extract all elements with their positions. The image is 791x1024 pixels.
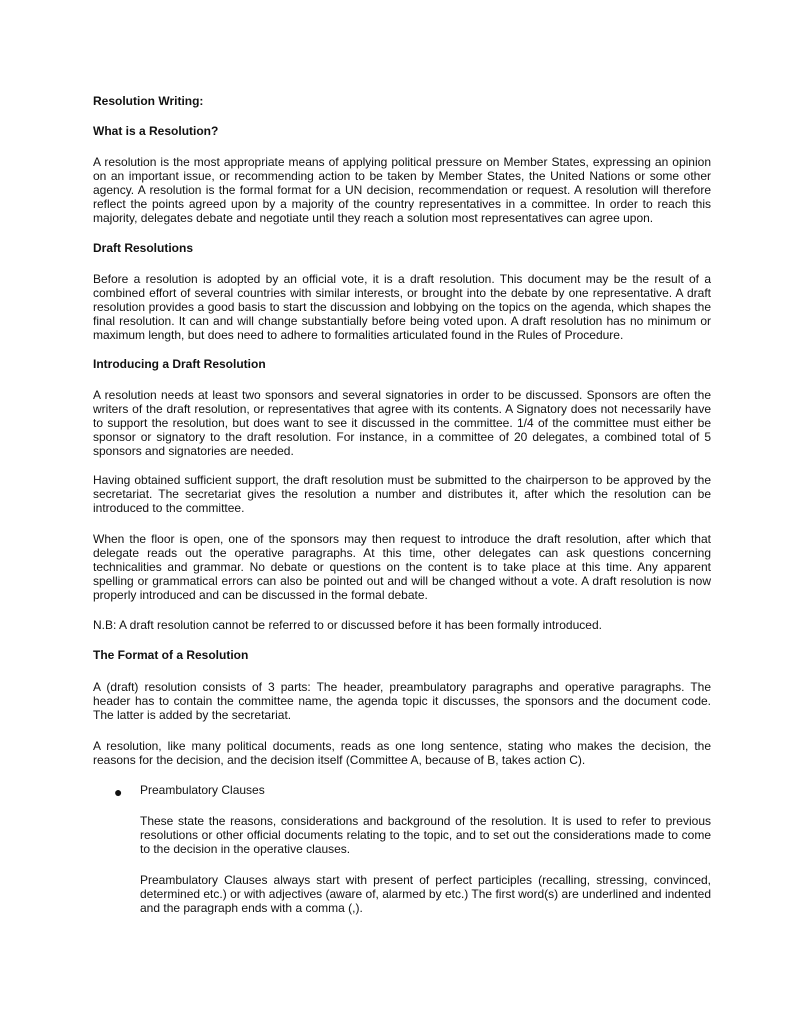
bullet-label: Preambulatory Clauses xyxy=(140,783,265,797)
paragraph: A resolution, like many political documents, reads as one long sentence, stating who makes the decision, the reasons for the decision, and the decision itself (Committee A, because of B, takes action C). xyxy=(93,739,711,767)
paragraph: A (draft) resolution consists of 3 parts: The header, preambulatory paragraphs and operative paragraphs. The header has to contain the committee name, the agenda topic it discusses, the sponsors and the document code. The latter is added by the secretariat. xyxy=(93,680,711,722)
note-paragraph: N.B: A draft resolution cannot be referred to or discussed before it has been formally introduced. xyxy=(93,618,602,632)
document-title: Resolution Writing: xyxy=(93,94,204,108)
paragraph: Preambulatory Clauses always start with present of perfect participles (recalling, stressing, convinced, determined etc.) or with adjectives (aware of, alarmed by etc.) The first word(s) are underlined and indented and the paragraph ends with a comma (,). xyxy=(140,873,711,915)
bullet-icon: ● xyxy=(114,784,123,800)
section-heading: Draft Resolutions xyxy=(93,241,194,255)
section-heading: What is a Resolution? xyxy=(93,124,219,138)
paragraph: Before a resolution is adopted by an official vote, it is a draft resolution. This document may be the result of a combined effort of several countries with similar interests, or brought into the debate by one representative. A draft resolution provides a good basis to start the discussion and lobbying on the topics on the agenda, which shapes the final resolution. It can and will change substantially before being voted upon. A draft resolution has no minimum or maximum length, but does need to adhere to formalities articulated found in the Rules of Procedure. xyxy=(93,272,711,342)
section-heading: Introducing a Draft Resolution xyxy=(93,357,266,371)
paragraph: Having obtained sufficient support, the draft resolution must be submitted to the chairperson to be approved by the secretariat. The secretariat gives the resolution a number and distributes it, after which the resolution can be introduced to the committee. xyxy=(93,473,711,515)
paragraph: A resolution needs at least two sponsors and several signatories in order to be discussed. Sponsors are often the writers of the draft resolution, or representatives that agree with its contents. A Signatory does not necessarily have to support the resolution, but does want to see it discussed in the committee. 1/4 of the committee must either be sponsor or signatory to the draft resolution. For instance, in a committee of 20 delegates, a combined total of 5 sponsors and signatories are needed. xyxy=(93,388,711,458)
paragraph: These state the reasons, considerations and background of the resolution. It is used to refer to previous resolutions or other official documents relating to the topic, and to set out the considerations made to come to the decision in the operative clauses. xyxy=(140,814,711,856)
paragraph: When the floor is open, one of the sponsors may then request to introduce the draft resolution, after which that delegate reads out the operative paragraphs. At this time, other delegates can ask questions concerning technicalities and grammar. No debate or questions on the content is to take place at this time. Any apparent spelling or grammatical errors can also be pointed out and will be changed without a vote. A draft resolution is now properly introduced and can be discussed in the formal debate. xyxy=(93,532,711,602)
paragraph: A resolution is the most appropriate means of applying political pressure on Member States, expressing an opinion on an important issue, or recommending action to be taken by Member States, the United Nations or some other agency. A resolution is the formal format for a UN decision, recommendation or request. A resolution will therefore reflect the points agreed upon by a majority of the country representatives in a committee. In order to reach this majority, delegates debate and negotiate until they reach a solution most representatives can agree upon. xyxy=(93,155,711,225)
section-heading: The Format of a Resolution xyxy=(93,648,249,662)
